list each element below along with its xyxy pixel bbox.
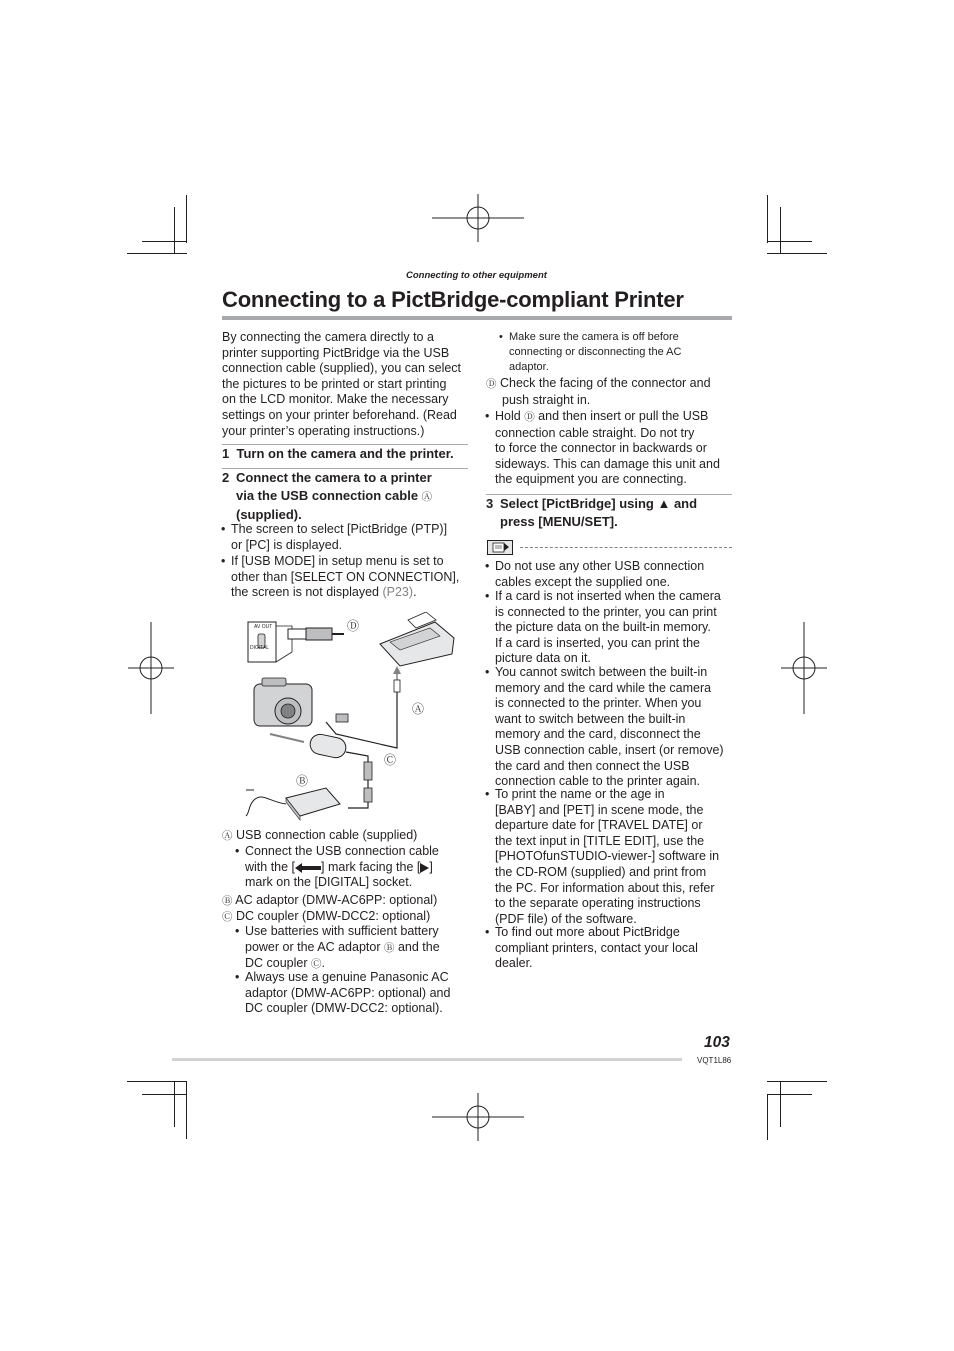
legend-a: Ⓐ USB connection cable (supplied) <box>222 828 418 842</box>
step-2: 2 Connect the camera to a printer via the USB connection cable Ⓐ (supplied). <box>222 470 433 522</box>
step-1: 1 Turn on the camera and the printer. <box>222 446 454 461</box>
document-code: VQT1L86 <box>697 1056 732 1065</box>
note-d: Ⓓ Check the facing of the connector and push straight in. <box>486 376 711 407</box>
hold-connector-bullet: • Hold Ⓓ and then insert or pull the USB connection cable straight. Do not try to force the connector in backwards or sideways. This can damage this unit and the equipment you are connecting. <box>485 409 720 487</box>
note-bullet-2: • If a card is not inserted when the camera is connected to the printer, you can print the picture data on the built-in memory. If a card is inserted, you can print the picture data on it. <box>485 589 721 666</box>
title-underline <box>222 316 732 320</box>
legend-b: Ⓑ AC adaptor (DMW-AC6PP: optional) <box>222 893 438 907</box>
note-bullet-1: • Do not use any other USB connection cables except the supplied one. <box>485 559 705 589</box>
page-reference-link[interactable]: (P23) <box>382 585 414 600</box>
legend-c-bullet-1: • Use batteries with sufficient battery power or the AC adaptor Ⓑ and the DC coupler Ⓒ. <box>235 924 440 971</box>
legend-a-bullet: • Connect the USB connection cable with the [ ] mark facing the [ ] mark on the [DIGITAL] socket. <box>235 844 439 890</box>
callout-d: Ⓓ <box>347 619 360 633</box>
note-bullet-3: • You cannot switch between the built-in memory and the card while the camera is connected to the printer. When you want to switch between the built-in memory and the card, disconnect the USB connection cable, insert (or remove) the card and then connect the USB connection cable to the printer again. <box>485 665 724 789</box>
footer-rule <box>172 1058 682 1061</box>
step2-bullet-2: • If [USB MODE] in setup menu is set to other than [SELECT ON CONNECTION], the screen is not displayed (P23). <box>221 554 460 600</box>
callout-b: Ⓑ <box>296 774 309 788</box>
socket-label-av-out: AV OUT <box>254 624 273 630</box>
registration-mark-left <box>128 622 174 714</box>
callout-a: Ⓐ <box>412 702 425 716</box>
page-title: Connecting to a PictBridge-compliant Printer <box>222 287 684 312</box>
intro-paragraph: By connecting the camera directly to a printer supporting PictBridge via the USB connection cable (supplied), you can select the pictures to be printed or start printing on the LCD monitor. Make the necessary settings on your printer beforehand. (Read your printer’s operating instructions.) <box>222 330 462 438</box>
connection-diagram <box>240 612 462 826</box>
registration-mark-bottom <box>432 1093 524 1141</box>
registration-mark-top <box>432 194 524 242</box>
page-number: 103 <box>704 1034 730 1051</box>
connection-illustration <box>240 612 462 826</box>
callout-c: Ⓒ <box>384 753 397 767</box>
note-bullet-4: • To print the name or the age in [BABY] and [PET] in scene mode, the departure date for [TRAVEL DATE] or the text input in [TITLE EDIT], use the [PHOTOfunSTUDIO-viewer-] software in the CD-ROM (supplied) and print from the PC. For information about this, refer to the separate operating instructions (PDF file) of the software. <box>485 787 720 926</box>
registration-mark-right <box>781 622 827 714</box>
small-caution-bullet: • Make sure the camera is off before connecting or disconnecting the AC adaptor. <box>499 331 682 373</box>
section-header: Connecting to other equipment <box>406 270 547 281</box>
step-3: 3 Select [PictBridge] using ▲ and press [MENU/SET]. <box>486 496 698 529</box>
legend-c-bullet-2: • Always use a genuine Panasonic AC adaptor (DMW-AC6PP: optional) and DC coupler (DMW-DCC2: optional). <box>235 970 451 1016</box>
socket-label-digital: DIGITAL <box>250 645 270 651</box>
step2-bullet-1: • The screen to select [PictBridge (PTP)] or [PC] is displayed. <box>221 522 448 552</box>
arrow-left-icon <box>295 862 321 872</box>
note-divider <box>520 547 732 548</box>
legend-c: Ⓒ DC coupler (DMW-DCC2: optional) <box>222 909 431 923</box>
note-icon <box>487 540 513 555</box>
note-bullet-5: • To find out more about PictBridge compliant printers, contact your local dealer. <box>485 925 698 971</box>
